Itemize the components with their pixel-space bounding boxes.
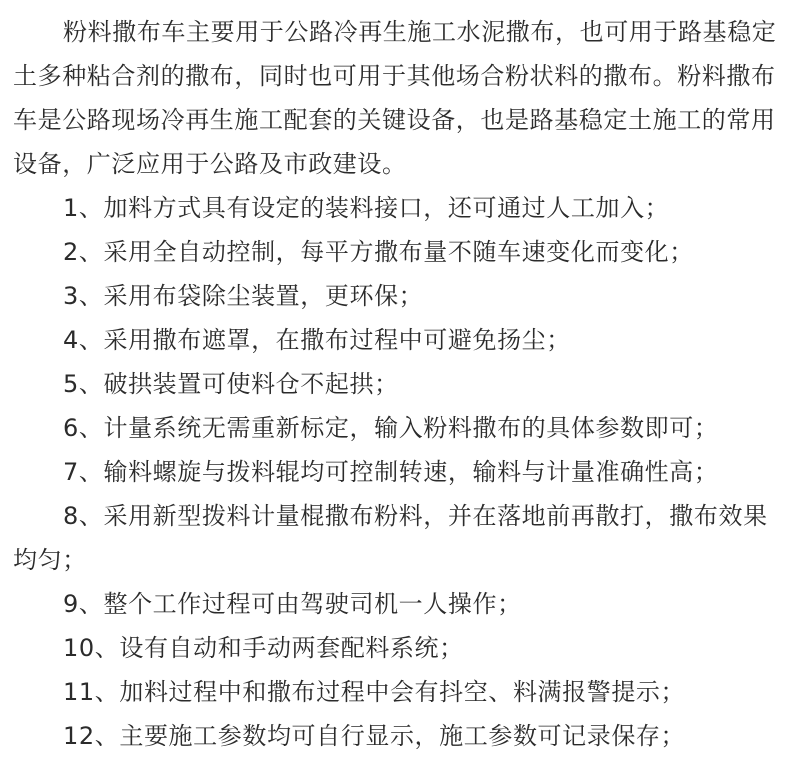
feature-item-2: 2、采用全自动控制，每平方撒布量不随车速变化而变化； — [63, 238, 694, 266]
feature-item-4: 4、采用撒布遮罩，在撒布过程中可避免扬尘； — [63, 326, 571, 354]
feature-item-5: 5、破拱装置可使料仓不起拱； — [63, 370, 399, 398]
feature-item-1: 1、加料方式具有设定的装料接口，还可通过人工加入； — [63, 194, 670, 222]
feature-item-3: 3、采用布袋除尘装置，更环保； — [63, 282, 424, 310]
document-body — [13, 10, 788, 758]
feature-item-9: 9、整个工作过程可由驾驶司机一人操作； — [63, 590, 522, 618]
intro-paragraph: 粉料撒布车主要用于公路冷再生施工水泥撒布，也可用于路基稳定土多种粘合剂的撒布，同时也可用于其他场合粉状料的撒布。粉料撒布车是公路现场冷再生施工配套的关键设备，也是路基稳定土施工的常用设备，广泛应用于公路及市政建设。 — [13, 18, 777, 178]
feature-item-11: 11、加料过程中和撒布过程中会有抖空、料满报警提示； — [63, 678, 686, 706]
feature-item-7: 7、输料螺旋与拨料辊均可控制转速，输料与计量准确性高； — [63, 458, 719, 486]
feature-item-12: 12、主要施工参数均可自行显示，施工参数可记录保存； — [63, 722, 686, 750]
feature-item-6: 6、计量系统无需重新标定，输入粉料撒布的具体参数即可； — [63, 414, 719, 442]
feature-item-8: 8、采用新型拨料计量棍撒布粉料，并在落地前再散打，撒布效果均匀； — [13, 502, 768, 574]
feature-item-10: 10、设有自动和手动两套配料系统； — [63, 634, 464, 662]
